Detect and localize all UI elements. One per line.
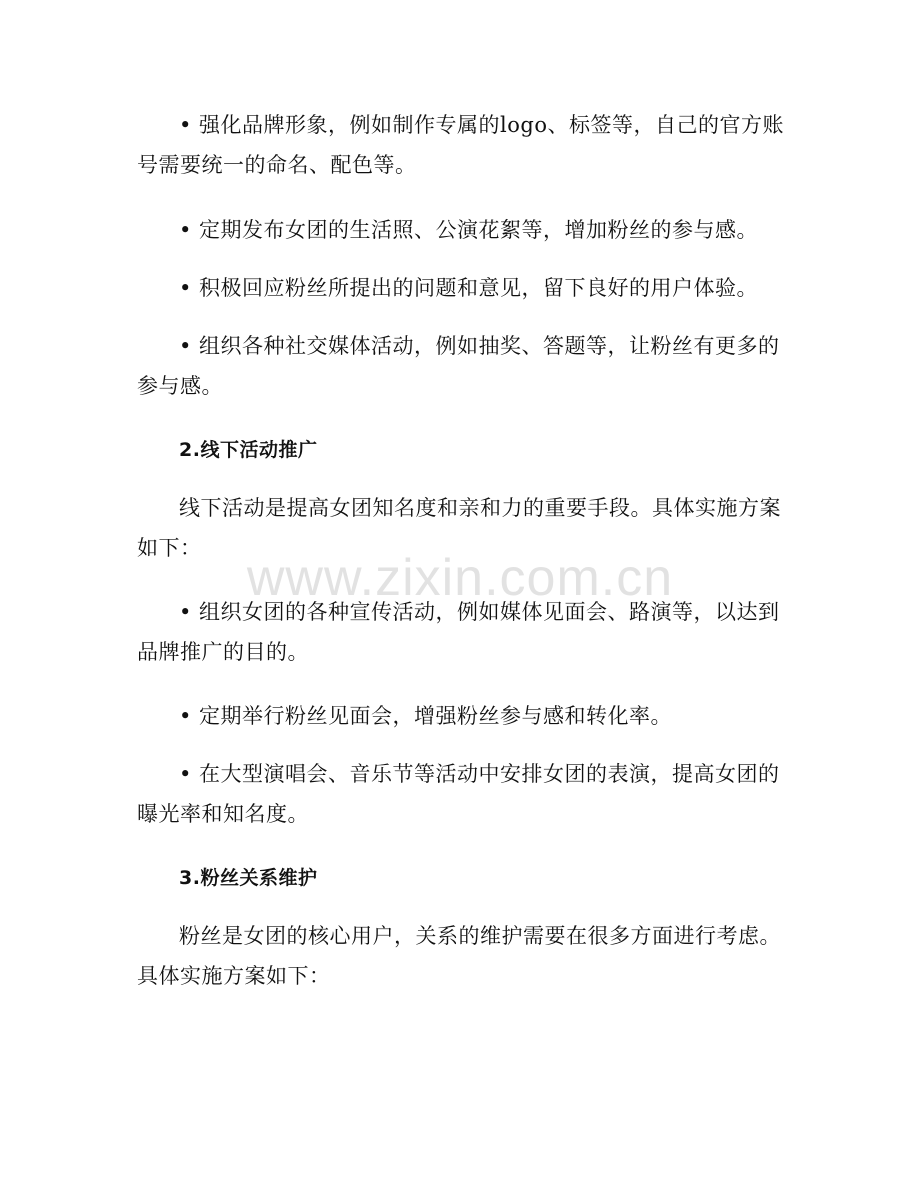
bullet-promotional-events: • 组织女团的各种宣传活动，例如媒体见面会、路演等，以达到品牌推广的目的。 bbox=[137, 600, 780, 664]
paragraph-offline-intro: 线下活动是提高女团知名度和亲和力的重要手段。具体实施方案如下： bbox=[137, 496, 781, 560]
section-heading-offline: 2.线下活动推广 bbox=[179, 439, 318, 461]
bullet-brand-image: • 强化品牌形象，例如制作专属的logo、标签等，自己的官方账号需要统一的命名、配色等。 bbox=[137, 113, 785, 177]
bullet-concert-performances: • 在大型演唱会、音乐节等活动中安排女团的表演，提高女团的曝光率和知名度。 bbox=[137, 762, 780, 826]
section-heading-fan-relations: 3.粉丝关系维护 bbox=[179, 867, 318, 889]
watermark: www.zixin.com.cn bbox=[246, 549, 674, 607]
paragraph-fan-relations-intro: 粉丝是女团的核心用户，关系的维护需要在很多方面进行考虑。具体实施方案如下： bbox=[137, 924, 781, 988]
bullet-fan-meetings: • 定期举行粉丝见面会，增强粉丝参与感和转化率。 bbox=[179, 704, 673, 728]
bullet-publish-photos: • 定期发布女团的生活照、公演花絮等，增加粉丝的参与感。 bbox=[179, 218, 759, 242]
bullet-social-activities: • 组织各种社交媒体活动，例如抽奖、答题等，让粉丝有更多的参与感。 bbox=[137, 334, 780, 398]
bullet-respond-fans: • 积极回应粉丝所提出的问题和意见，留下良好的用户体验。 bbox=[179, 276, 759, 300]
